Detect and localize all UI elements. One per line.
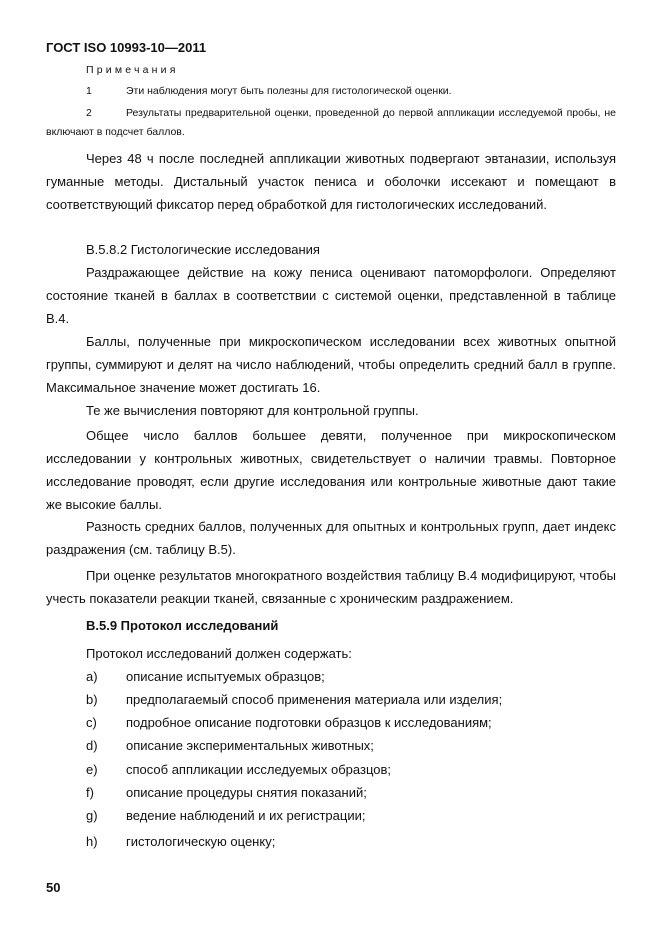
list-text: ведение наблюдений и их регистрации; xyxy=(126,808,366,823)
note-2-number: 2 xyxy=(86,107,92,119)
list-text: способ аппликации исследуемых образцов; xyxy=(126,762,391,777)
paragraph-scores: Баллы, полученные при микроскопическом исследовании всех животных опытной группы, суммируют и делят на число наблюдений, чтобы определить средний балл в группе. Максимальное значение может достигать 16. xyxy=(46,334,616,395)
paragraph-repeated: При оценке результатов многократного воздействия таблицу В.4 модифицируют, чтобы учесть показатели реакции тканей, связанные с хроническим раздражением. xyxy=(46,568,616,606)
list-text: гистологическую оценку; xyxy=(126,834,276,849)
page-number: 50 xyxy=(46,880,61,895)
section-heading-protocol: В.5.9 Протокол исследований xyxy=(86,618,279,633)
list-text: описание экспериментальных животных; xyxy=(126,738,374,753)
notes-title: Примечания xyxy=(86,64,179,76)
list-marker: d) xyxy=(86,738,98,753)
list-marker: f) xyxy=(86,785,94,800)
subsection-heading-histology: В.5.8.2 Гистологические исследования xyxy=(86,242,320,257)
note-1 xyxy=(46,82,616,101)
list-marker: b) xyxy=(86,692,98,707)
paragraph-index: Разность средних баллов, полученных для опытных и контрольных групп, дает индекс раздражения (см. таблицу В.5). xyxy=(46,519,616,557)
note-2-text: Результаты предварительной оценки, проведенной до первой аппликации исследуемой пробы, не включают в подсчет баллов. xyxy=(46,107,616,138)
list-marker: a) xyxy=(86,669,98,684)
list-text: описание процедуры снятия показаний; xyxy=(126,785,367,800)
note-1-text: Эти наблюдения могут быть полезны для гистологической оценки. xyxy=(126,85,452,97)
list-text: предполагаемый способ применения материала или изделия; xyxy=(126,692,503,707)
list-text: подробное описание подготовки образцов к исследованиям; xyxy=(126,715,492,730)
note-2 xyxy=(46,104,616,142)
list-text: описание испытуемых образцов; xyxy=(126,669,325,684)
list-marker: h) xyxy=(86,834,98,849)
list-marker: g) xyxy=(86,808,98,823)
paragraph-euthanasia: Через 48 ч после последней аппликации животных подвергают эвтаназии, используя гуманные методы. Дистальный участок пениса и оболочки иссекают и помещают в соответствующий фиксатор перед обработкой для гистологических исследований. xyxy=(46,151,616,212)
paragraph-assessment: Раздражающее действие на кожу пениса оценивают патоморфологи. Определяют состояние тканей в баллах в соответствии с системой оценки, представленной в таблице В.4. xyxy=(46,265,616,326)
list-marker: c) xyxy=(86,715,97,730)
paragraph-control: Те же вычисления повторяют для контрольной группы. xyxy=(86,403,419,418)
list-marker: e) xyxy=(86,762,98,777)
note-1-number: 1 xyxy=(86,85,92,97)
paragraph-trauma: Общее число баллов большее девяти, полученное при микроскопическом исследовании у контрольных животных, свидетельствует о наличии травмы. Повторное исследование проводят, если другие исследования или контрольные животные дают такие же высокие баллы. xyxy=(46,428,616,512)
document-header: ГОСТ ISO 10993-10—2011 xyxy=(46,40,207,55)
protocol-intro: Протокол исследований должен содержать: xyxy=(86,646,352,661)
